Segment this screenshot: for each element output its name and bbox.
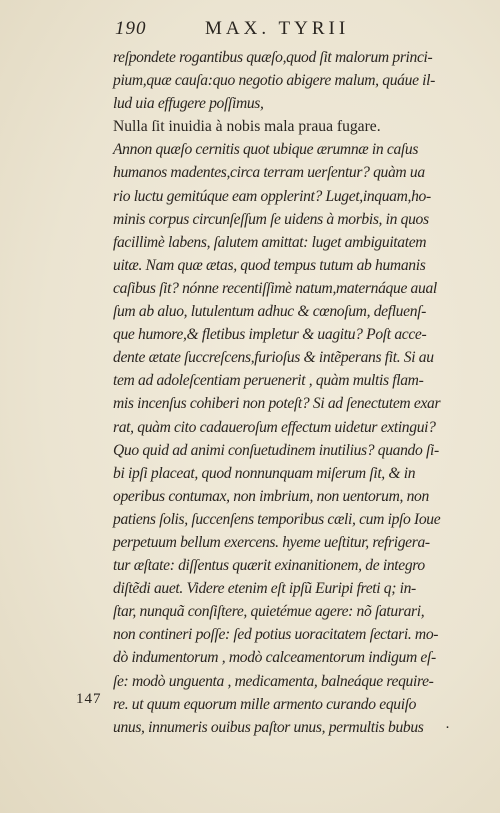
text-line: tur æſtate: diſſentus quærit exinanitionem, de integro [113, 557, 425, 575]
text-line: re. ut quum equorum mille armento curando equiſo [113, 695, 417, 713]
text-line: caſibus ſit? nónne recentiſſimè natum,maternáque aual [113, 279, 437, 297]
text-line: patiens ſolis, ſuccenſens temporibus cæli, cum ipſo Ioue [113, 510, 441, 528]
text-line: diſtẽdi auet. Videre etenim eſt ipſũ Euripi freti q; in- [113, 580, 416, 598]
text-line: tem ad adoleſcentiam peruenerit , quàm multis flam- [113, 372, 424, 390]
text-block [113, 46, 478, 739]
text-line: ſe: modò unguenta , medicamenta, balneáque require- [113, 672, 434, 690]
text-line: pium,quæ cauſa:quo negotio abigere malum, quáue il- [113, 72, 435, 90]
text-line: rio luctu gemitúque eam opplerint? Luget,inquam,ho- [113, 187, 431, 205]
text-line: unus, innumeris ouibus paſtor unus, permultis bubus [113, 718, 424, 736]
page-header [115, 18, 415, 42]
signature-mark: 147 [76, 691, 102, 707]
text-line: ſtar, nunquã conſiſtere, quietémue agere: nõ ſaturari, [113, 603, 425, 621]
text-line: Quo quid ad animi conſuetudinem inutilius? quando ſi- [113, 441, 439, 459]
text-line: facillimè labens, ſalutem amittat: luget ambiguitatem [113, 233, 427, 251]
text-line: perpetuum bellum exercens. hyeme ueſtitur, refrigera- [113, 533, 430, 551]
text-line: mis incenſus cohiberi non poteſt? Si ad ſenectutem exar [113, 395, 441, 413]
text-line: Annon quæſo cernitis quot ubique ærumnæ in caſus [113, 141, 419, 159]
text-line: minis corpus circunſeſſum ſe uidens à morbis, in quos [113, 210, 429, 228]
running-title: MAX. TYRII [205, 18, 350, 39]
text-line: non contineri poſſe: ſed potius uoracitatem ſectari. mo- [113, 626, 439, 644]
text-line: dò indumentorum , modò calceamentorum indigum eſ- [113, 649, 436, 667]
text-line: bi ipſi placeat, quod nonnunquam miſerum ſit, & in [113, 464, 416, 482]
catchword: . [446, 716, 450, 732]
verse-line: Nulla ſit inuidia à nobis mala praua fugare. [113, 118, 381, 136]
text-line: lud uia effugere poſſimus, [113, 95, 264, 113]
text-line: operibus contumax, non imbrium, non uentorum, non [113, 487, 429, 505]
text-line: ſum ab aluo, lutulentum adhuc & cœnoſum, defluenſ- [113, 303, 426, 321]
page-number: 190 [115, 18, 147, 39]
text-line: humanos madentes,circa terram uerſentur? quàm ua [113, 164, 425, 182]
text-line: rat, quàm cito cadaueroſum effectum uidetur extingui? [113, 418, 436, 436]
text-line: uitæ. Nam quæ ætas, quod tempus tutum ab humanis [113, 256, 426, 274]
text-line: que humore,& fletibus impletur & uagitu? Poſt acce- [113, 326, 427, 344]
text-line: reſpondete rogantibus quæſo,quod ſit malorum princi- [113, 49, 433, 66]
text-line: dente ætate ſuccreſcens,furioſus & intẽperans fit. Si au [113, 349, 434, 367]
